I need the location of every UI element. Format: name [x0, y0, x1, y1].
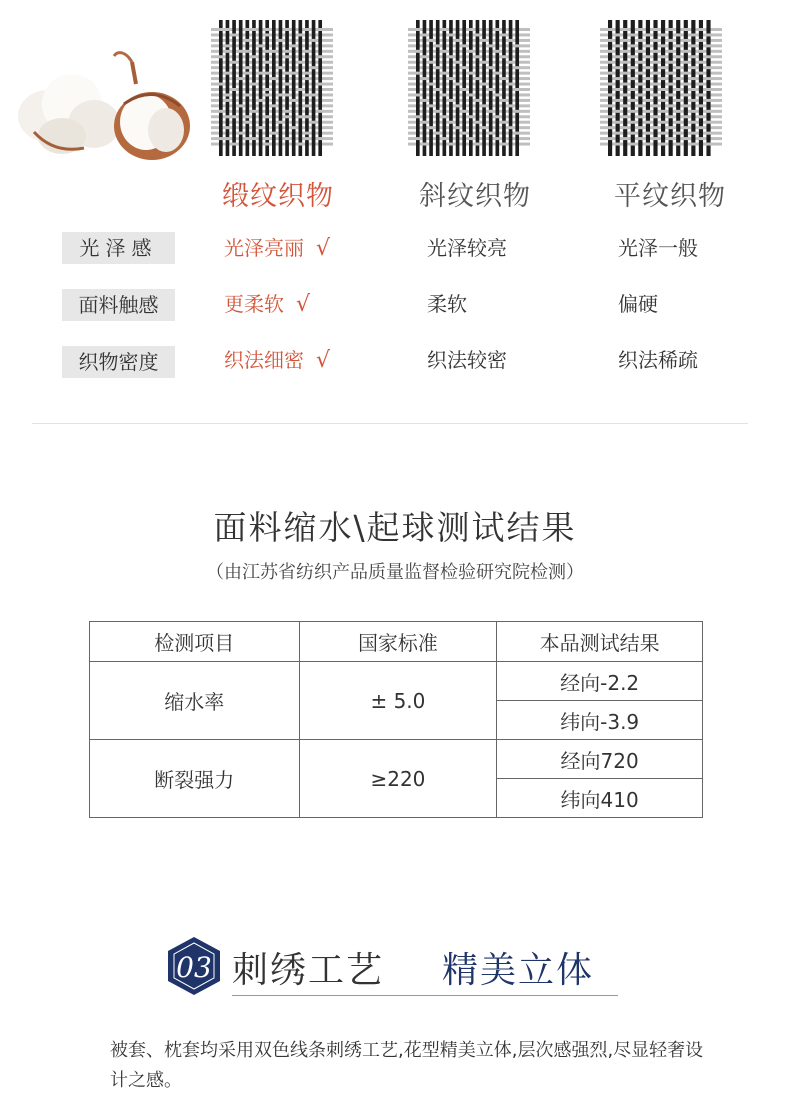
test-section-title: 面料缩水\起球测试结果 [213, 508, 577, 547]
section-number: 03 [176, 951, 212, 984]
header-result: 本品测试结果 [497, 622, 703, 662]
standard-cell: ≥220 [299, 740, 497, 818]
embroidery-title: 刺绣工艺 [232, 950, 385, 991]
embroidery-description: 被套、枕套均采用双色线条刺绣工艺,花型精美立体,层次感强烈,尽显轻奢设计之感。 [110, 1040, 704, 1091]
test-results-table [89, 621, 703, 818]
section-number-badge [163, 935, 225, 997]
item-cell: 缩水率 [90, 662, 300, 740]
satin-weave-icon [211, 14, 333, 162]
twill-touch-value: 柔软 [427, 292, 467, 316]
item-cell: 断裂强力 [90, 740, 300, 818]
result-cell: 纬向-3.9 [497, 701, 703, 740]
twill-density-value: 织法较密 [427, 348, 507, 372]
header-item: 检测项目 [90, 622, 300, 662]
section-divider [32, 423, 748, 424]
table-header-row [90, 622, 703, 662]
plain-density-value: 织法稀疏 [618, 348, 698, 372]
result-cell: 经向-2.2 [497, 662, 703, 701]
embroidery-accent-title: 精美立体 [442, 950, 595, 991]
twill-weave-icon [408, 14, 530, 162]
satin-density-value: 织法细密 √ [224, 345, 330, 376]
plain-weave-icon [600, 14, 722, 162]
check-icon: √ [296, 292, 311, 317]
row-label-density: 织物密度 [62, 346, 175, 378]
row-label-gloss: 光泽感 [62, 232, 175, 264]
result-cell: 经向720 [497, 740, 703, 779]
cotton-boll-image [14, 44, 194, 164]
satin-column-title: 缎纹织物 [222, 181, 334, 212]
header-standard: 国家标准 [299, 622, 497, 662]
test-section-subtitle: （由江苏省纺织产品质量监督检验研究院检测） [206, 562, 584, 583]
table-row [90, 662, 703, 701]
check-icon: √ [316, 236, 331, 261]
satin-gloss-value: 光泽亮丽 √ [224, 233, 330, 264]
standard-cell: ± 5.0 [299, 662, 497, 740]
title-underline [232, 995, 618, 996]
result-cell: 纬向410 [497, 779, 703, 818]
twill-gloss-value: 光泽较亮 [427, 236, 507, 260]
satin-touch-value: 更柔软 √ [224, 289, 310, 320]
plain-touch-value: 偏硬 [618, 292, 658, 316]
table-row [90, 740, 703, 779]
check-icon: √ [316, 348, 331, 373]
twill-column-title: 斜纹织物 [419, 181, 531, 212]
row-label-touch: 面料触感 [62, 289, 175, 321]
plain-gloss-value: 光泽一般 [618, 236, 698, 260]
plain-column-title: 平纹织物 [614, 181, 726, 212]
